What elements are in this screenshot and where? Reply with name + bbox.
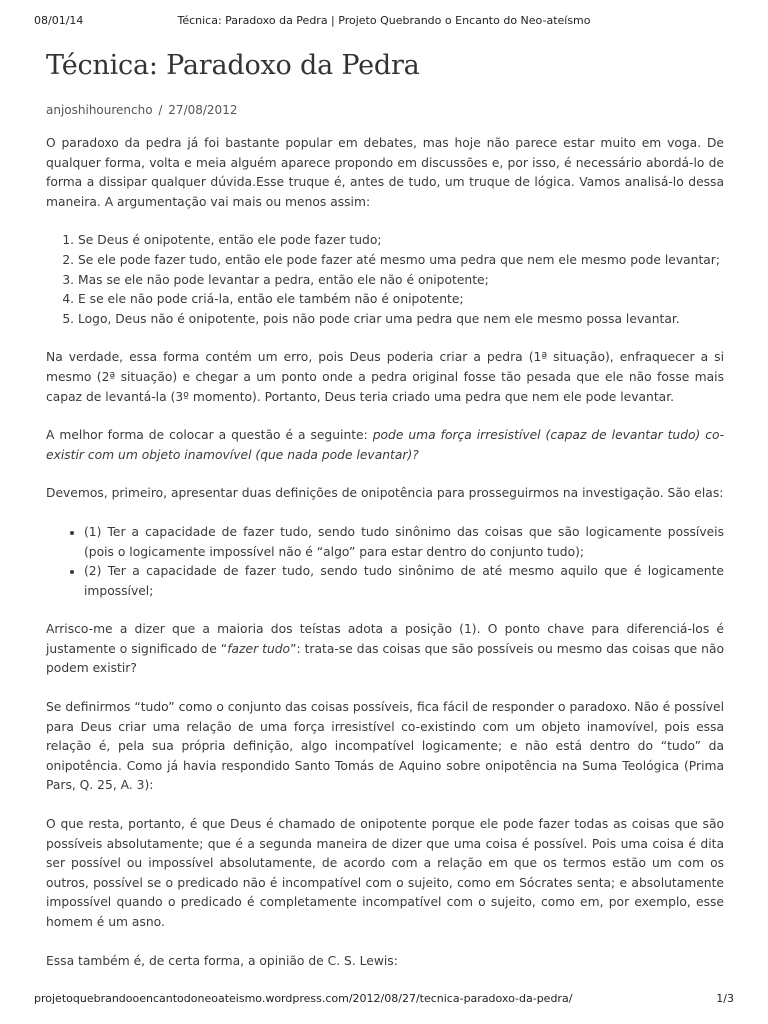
print-date: 08/01/14 (34, 14, 84, 27)
article-title: Técnica: Paradoxo da Pedra (46, 50, 420, 81)
argument-step: 4. E se ele não pode criá-la, então ele também não é onipotente; (78, 290, 724, 310)
argument-step: 1. Se Deus é onipotente, então ele pode fazer tudo; (78, 231, 724, 251)
position-before: Arrisco-me a dizer que a maioria dos teístas adota a posição (1). O ponto chave para diferenciá-los é justamente o significado de “ (46, 622, 724, 656)
page-url: projetoquebrandooencantodoneoateismo.wordpress.com/2012/08/27/tecnica-paradoxo-da-pedra/ (34, 992, 573, 1005)
question-italic: pode uma força irresistível (capaz de levantar tudo) co-existir com um objeto inamovível (que nada pode levantar)? (46, 428, 725, 462)
intro-paragraph: O paradoxo da pedra já foi bastante popular em debates, mas hoje não parece estar muito em voga. De qualquer forma, volta e meia alguém aparece propondo em discussões e, por isso, é necessário abordá-lo de forma a dissipar qualquer dúvida.Esse truque é, antes de tudo, um truque de lógica. Vamos analisá-lo dessa maneira. A argumentação vai mais ou menos assim: (46, 136, 724, 209)
print-page-title: Técnica: Paradoxo da Pedra | Projeto Quebrando o Encanto do Neo-ateísmo (177, 14, 591, 27)
argument-list (46, 231, 724, 329)
definir-paragraph: Se definirmos “tudo” como o conjunto das coisas possíveis, fica fácil de responder o paradoxo. Não é possível para Deus criar uma relação de uma força irresistível co-existindo com um objeto inamovível, pois essa relação é, pela sua própria definição, algo incompatível logicamente; e não está dentro do “tudo” da onipotência. Como já havia respondido Santo Tomás de Aquino sobre onipotência na Suma Teológica (Prima Pars, Q. 25, A. 3): (46, 700, 724, 793)
lewis-paragraph: Essa também é, de certa forma, a opinião de C. S. Lewis: (46, 953, 398, 968)
definition-item: • (1) Ter a capacidade de fazer tudo, sendo tudo sinônimo das coisas que são logicamente possíveis (pois o logicamente impossível não é “algo” para estar dentro do conjunto tudo); (84, 523, 724, 562)
position-italic: fazer tudo (227, 641, 291, 656)
print-header (34, 14, 734, 30)
article-content (46, 134, 724, 971)
question-lead: A melhor forma de colocar a questão é a seguinte: (46, 428, 373, 443)
article (46, 48, 724, 990)
aquino-paragraph: O que resta, portanto, é que Deus é chamado de onipotente porque ele pode fazer todas as coisas que são possíveis absolutamente; que é a segunda maneira de dizer que uma coisa é possível. Pois uma coisa é dita ser possível ou impossível absolutamente, de acordo com a relação em que os termos estão um com os outros, possível se o predicado não é incompatível com o sujeito, como em Sócrates senta; e absolutamente impossível quando o predicado é completamente incompatível com o sujeito, como em, por exemplo, esse homem é um asno. (46, 817, 724, 929)
argument-step: 2. Se ele pode fazer tudo, então ele pode fazer até mesmo uma pedra que nem ele mesmo pode levantar; (78, 251, 724, 271)
author-link[interactable]: anjoshihourencho (46, 103, 153, 117)
print-footer (34, 992, 734, 1008)
page-number: 1/3 (716, 992, 734, 1005)
meta-separator: / (158, 103, 163, 117)
question-paragraph (46, 426, 724, 465)
article-meta (46, 102, 724, 118)
post-date[interactable]: 27/08/2012 (168, 103, 238, 117)
position-after: ”: trata-se das coisas que são possíveis ou mesmo das coisas que não podem existir? (46, 641, 725, 676)
position-paragraph (46, 620, 724, 679)
definitions-list (46, 523, 724, 601)
error-paragraph: Na verdade, essa forma contém um erro, pois Deus poderia criar a pedra (1ª situação), enfraquecer a si mesmo (2ª situação) e chegar a um ponto onde a pedra original fosse tão pesada que ele não fosse mais capaz de levantá-la (3º momento). Portanto, Deus teria criado uma pedra que nem ele pode levantar. (46, 350, 724, 404)
argument-step: 5. Logo, Deus não é onipotente, pois não pode criar uma pedra que nem ele mesmo possa levantar. (78, 310, 724, 330)
definition-item: • (2) Ter a capacidade de fazer tudo, sendo tudo sinônimo de até mesmo aquilo que é logicamente impossível; (84, 562, 724, 601)
definitions-intro: Devemos, primeiro, apresentar duas definições de onipotência para prosseguirmos na investigação. São elas: (46, 486, 724, 501)
argument-step: 3. Mas se ele não pode levantar a pedra, então ele não é onipotente; (78, 271, 724, 291)
